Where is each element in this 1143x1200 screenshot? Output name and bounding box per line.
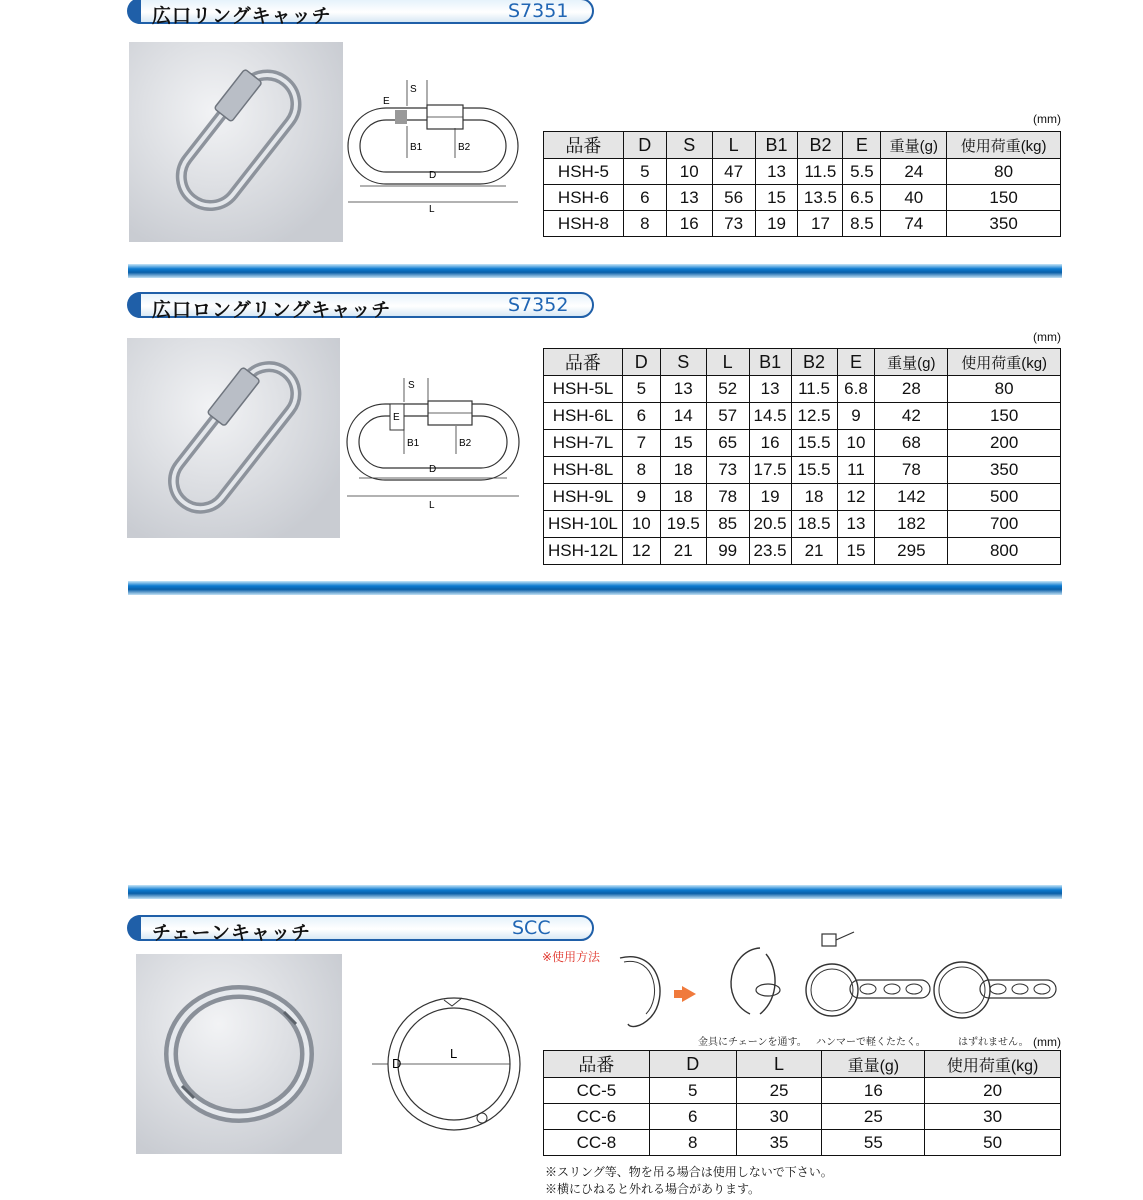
cell: 13	[666, 185, 712, 211]
usage-step-2: ハンマーで軽くたたく。	[816, 1037, 926, 1048]
section-divider	[128, 264, 1062, 278]
cell: 56	[712, 185, 755, 211]
cell: 6	[622, 403, 660, 430]
cell: 40	[881, 185, 947, 211]
usage-step-1: 金具にチェーンを通す。	[698, 1037, 807, 1048]
label-l: L	[429, 204, 435, 215]
table-row	[544, 511, 1061, 538]
cell: 73	[712, 211, 755, 237]
cell: 65	[706, 430, 749, 457]
cell: 80	[948, 376, 1061, 403]
table-row	[544, 1078, 1061, 1104]
cell: 182	[875, 511, 948, 538]
usage-step-3: はずれません。	[958, 1037, 1029, 1048]
section-divider	[128, 581, 1062, 595]
unit-label: (mm)	[1033, 1035, 1061, 1049]
col-header: D	[622, 349, 660, 376]
col-header: 品番	[544, 349, 623, 376]
cell: 350	[947, 211, 1061, 237]
cell: HSH-5	[544, 159, 624, 185]
long-ring-catch-illustration	[127, 338, 340, 538]
col-header: L	[706, 349, 749, 376]
product-photo-chain-catch	[136, 954, 342, 1154]
label-s: S	[408, 380, 415, 391]
cell: 15.5	[791, 457, 837, 484]
cell: 6	[623, 185, 666, 211]
label-l: L	[429, 500, 435, 511]
spec-table-s7351	[543, 131, 1061, 237]
cell: 47	[712, 159, 755, 185]
cell: 295	[875, 538, 948, 565]
cell: 18	[660, 484, 706, 511]
cell: HSH-8L	[544, 457, 623, 484]
cell: 200	[948, 430, 1061, 457]
cell: 74	[881, 211, 947, 237]
cell: 13.5	[798, 185, 843, 211]
cell: 11.5	[791, 376, 837, 403]
col-header: D	[649, 1051, 736, 1078]
cell: 5	[622, 376, 660, 403]
table-row	[544, 185, 1061, 211]
cell: 73	[706, 457, 749, 484]
cell: 13	[837, 511, 875, 538]
chain-icon	[850, 980, 930, 998]
cell: 5	[649, 1078, 736, 1104]
col-header: 使用荷重(kg)	[947, 132, 1061, 159]
cell: 15	[755, 185, 798, 211]
spec-table-scc	[543, 1050, 1061, 1156]
cell: 10	[837, 430, 875, 457]
cell: 12.5	[791, 403, 837, 430]
cell: 85	[706, 511, 749, 538]
col-header: E	[843, 132, 881, 159]
cell: 7	[622, 430, 660, 457]
cell: 800	[948, 538, 1061, 565]
cell: 700	[948, 511, 1061, 538]
cell: 350	[948, 457, 1061, 484]
cell: CC-8	[544, 1130, 650, 1156]
cell: 78	[875, 457, 948, 484]
cell: 6	[649, 1104, 736, 1130]
cell: 16	[822, 1078, 925, 1104]
col-header: 重量(g)	[875, 349, 948, 376]
usage-label: ※使用方法	[542, 950, 601, 964]
cell: 50	[925, 1130, 1061, 1156]
cell: 23.5	[749, 538, 791, 565]
label-d: D	[392, 1056, 402, 1071]
usage-illustration	[600, 928, 1060, 1036]
cell: 13	[749, 376, 791, 403]
label-d: D	[429, 170, 437, 181]
label-b1: B1	[410, 142, 423, 153]
table-row	[544, 376, 1061, 403]
cell: 500	[948, 484, 1061, 511]
table-header-row	[544, 1051, 1061, 1078]
open-catch-icon	[620, 957, 660, 1027]
dimension-diagram-s7352	[344, 374, 524, 514]
cell: HSH-5L	[544, 376, 623, 403]
table-row	[544, 1104, 1061, 1130]
product-photo-long-ring-catch	[127, 338, 340, 538]
cell: 150	[947, 185, 1061, 211]
col-header: B1	[749, 349, 791, 376]
col-header: 使用荷重(kg)	[948, 349, 1061, 376]
table-row	[544, 1130, 1061, 1156]
table-header-row	[544, 349, 1061, 376]
section-header-scc	[128, 915, 594, 944]
col-header: 使用荷重(kg)	[925, 1051, 1061, 1078]
cell: 68	[875, 430, 948, 457]
col-header: S	[666, 132, 712, 159]
cell: 52	[706, 376, 749, 403]
note-line: ※スリング等、物を吊る場合は使用しないで下さい。	[545, 1165, 833, 1179]
cell: 6.8	[837, 376, 875, 403]
cell: 25	[736, 1078, 822, 1104]
cell: 21	[660, 538, 706, 565]
cell: 19	[755, 211, 798, 237]
cell: 5	[623, 159, 666, 185]
cell: HSH-6	[544, 185, 624, 211]
spec-table-s7352	[543, 348, 1061, 565]
table-row	[544, 538, 1061, 565]
section-header-s7351	[128, 0, 594, 27]
cell: HSH-6L	[544, 403, 623, 430]
col-header: 品番	[544, 132, 624, 159]
section-title: 広口リングキャッチ	[152, 5, 332, 27]
label-b2: B2	[458, 142, 471, 153]
dimension-diagram-s7351	[343, 78, 528, 218]
cell: 30	[736, 1104, 822, 1130]
cell: 80	[947, 159, 1061, 185]
note-line: ※横にひねると外れる場合があります。	[545, 1182, 761, 1196]
cell: 11.5	[798, 159, 843, 185]
label-b1: B1	[407, 438, 420, 449]
table-row	[544, 430, 1061, 457]
unit-label: (mm)	[1033, 112, 1061, 126]
cell: 14.5	[749, 403, 791, 430]
section-header-s7352	[128, 292, 594, 321]
unit-label: (mm)	[1033, 330, 1061, 344]
section-title: 広口ロングリングキャッチ	[152, 299, 392, 321]
cell: CC-5	[544, 1078, 650, 1104]
col-header: 重量(g)	[822, 1051, 925, 1078]
product-photo-ring-catch	[129, 42, 343, 242]
cell: 17.5	[749, 457, 791, 484]
chain-catch-illustration	[136, 954, 342, 1154]
table-row	[544, 484, 1061, 511]
col-header: 重量(g)	[881, 132, 947, 159]
table-row	[544, 159, 1061, 185]
col-header: S	[660, 349, 706, 376]
label-s: S	[410, 84, 417, 95]
cell: 55	[822, 1130, 925, 1156]
cell: 12	[837, 484, 875, 511]
cell: 6.5	[843, 185, 881, 211]
dimension-diagram-scc	[372, 992, 532, 1142]
cell: 9	[622, 484, 660, 511]
cell: 14	[660, 403, 706, 430]
cell: 57	[706, 403, 749, 430]
cell: 9	[837, 403, 875, 430]
cell: 25	[822, 1104, 925, 1130]
cell: 8.5	[843, 211, 881, 237]
cell: 16	[749, 430, 791, 457]
col-header: E	[837, 349, 875, 376]
cell: 18	[791, 484, 837, 511]
section-title: チェーンキャッチ	[152, 922, 312, 944]
col-header: L	[712, 132, 755, 159]
arrow-icon	[682, 986, 696, 1002]
cell: 142	[875, 484, 948, 511]
cell: 11	[837, 457, 875, 484]
cell: 28	[875, 376, 948, 403]
cell: 150	[948, 403, 1061, 430]
cell: 21	[791, 538, 837, 565]
label-d: D	[429, 464, 437, 475]
cell: 19.5	[660, 511, 706, 538]
col-header: L	[736, 1051, 822, 1078]
ring-catch-illustration	[129, 42, 343, 242]
cell: 10	[666, 159, 712, 185]
chain-insert-icon	[731, 948, 760, 1014]
cell: 24	[881, 159, 947, 185]
col-header: B2	[798, 132, 843, 159]
label-e: E	[383, 96, 390, 107]
cell: 18	[660, 457, 706, 484]
label-b2: B2	[459, 438, 472, 449]
locked-catch-icon	[934, 962, 990, 1018]
cell: 13	[755, 159, 798, 185]
cell: 20	[925, 1078, 1061, 1104]
cell: 78	[706, 484, 749, 511]
cell: 12	[622, 538, 660, 565]
cell: 20.5	[749, 511, 791, 538]
cell: HSH-12L	[544, 538, 623, 565]
table-row	[544, 457, 1061, 484]
cell: 99	[706, 538, 749, 565]
cell: 15.5	[791, 430, 837, 457]
cell: 42	[875, 403, 948, 430]
col-header: D	[623, 132, 666, 159]
label-e: E	[393, 412, 400, 423]
col-header: B1	[755, 132, 798, 159]
cell: HSH-9L	[544, 484, 623, 511]
hammer-icon	[822, 934, 836, 946]
table-row	[544, 211, 1061, 237]
cell: 18.5	[791, 511, 837, 538]
cell: 8	[649, 1130, 736, 1156]
cell: 17	[798, 211, 843, 237]
table-row	[544, 403, 1061, 430]
cell: 13	[660, 376, 706, 403]
cell: HSH-10L	[544, 511, 623, 538]
cell: CC-6	[544, 1104, 650, 1130]
section-divider	[128, 885, 1062, 899]
cell: 5.5	[843, 159, 881, 185]
cell: 8	[623, 211, 666, 237]
cell: 8	[622, 457, 660, 484]
table-header-row	[544, 132, 1061, 159]
col-header: B2	[791, 349, 837, 376]
cell: HSH-7L	[544, 430, 623, 457]
product-code: S7351	[508, 0, 569, 22]
cell: 30	[925, 1104, 1061, 1130]
cell: 15	[837, 538, 875, 565]
cell: 10	[622, 511, 660, 538]
product-code: SCC	[512, 917, 551, 939]
cell: 35	[736, 1130, 822, 1156]
product-code: S7352	[508, 294, 569, 316]
cell: 16	[666, 211, 712, 237]
cell: 15	[660, 430, 706, 457]
col-header: 品番	[544, 1051, 650, 1078]
cell: 19	[749, 484, 791, 511]
label-l: L	[450, 1046, 458, 1061]
cell: HSH-8	[544, 211, 624, 237]
